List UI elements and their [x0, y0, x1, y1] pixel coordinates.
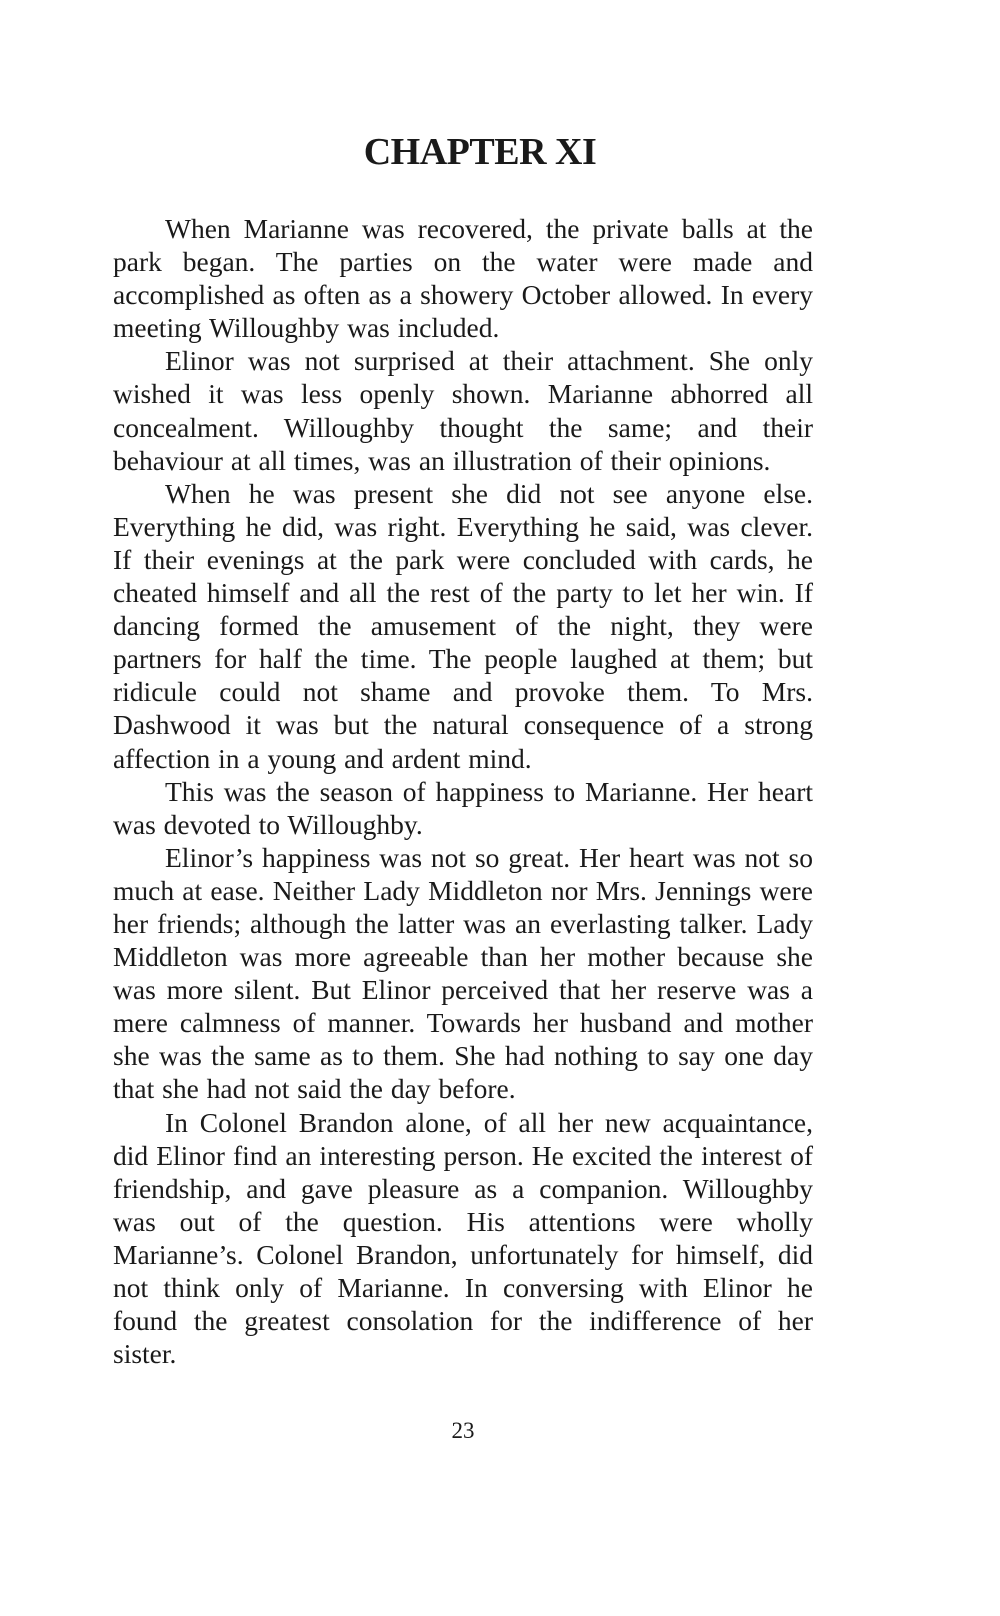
paragraph: Elinor’s happiness was not so great. Her heart was not so much at ease. Neither Lady Middleton nor Mrs. Jennings were her friends; although the latter was an everlasting talker. Lady Middleton was more agreeable than her mother because she was more silent. But Elinor perceived that her reserve was a mere calmness of manner. Towards her husband and mother she was the same as to them. She had nothing to say one day that she had not said the day before.: [113, 841, 813, 1105]
paragraph: When he was present she did not see anyone else. Everything he did, was right. Everything he said, was clever. If their evenings at the park were concluded with cards, he cheated himself and all the rest of the party to let her win. If dancing formed the amusement of the night, they were partners for half the time. The people laughed at them; but ridicule could not shame and provoke them. To Mrs. Dashwood it was but the natural consequence of a strong affection in a young and ardent mind.: [113, 477, 813, 774]
chapter-title: CHAPTER XI: [363, 131, 597, 173]
paragraph: This was the season of happiness to Marianne. Her heart was devoted to Willoughby.: [113, 775, 813, 840]
paragraph: When Marianne was recovered, the private balls at the park began. The parties on the water were made and accomplished as often as a showery October allowed. In every meeting Willoughby was included.: [113, 213, 813, 344]
page-number: 23: [451, 1418, 475, 1443]
chapter-body: [113, 212, 813, 1370]
paragraph: In Colonel Brandon alone, of all her new acquaintance, did Elinor find an interesting person. He excited the interest of friendship, and gave pleasure as a companion. Willoughby was out of the question. His attentions were wholly Marianne’s. Colonel Brandon, unfortunately for himself, did not think only of Marianne. In conversing with Elinor he found the greatest consolation for the indifference of her sister.: [113, 1106, 813, 1370]
paragraph: Elinor was not surprised at their attachment. She only wished it was less openly shown. Marianne abhorred all concealment. Willoughby thought the same; and their behaviour at all times, was an illustration of their opinions.: [113, 345, 813, 476]
